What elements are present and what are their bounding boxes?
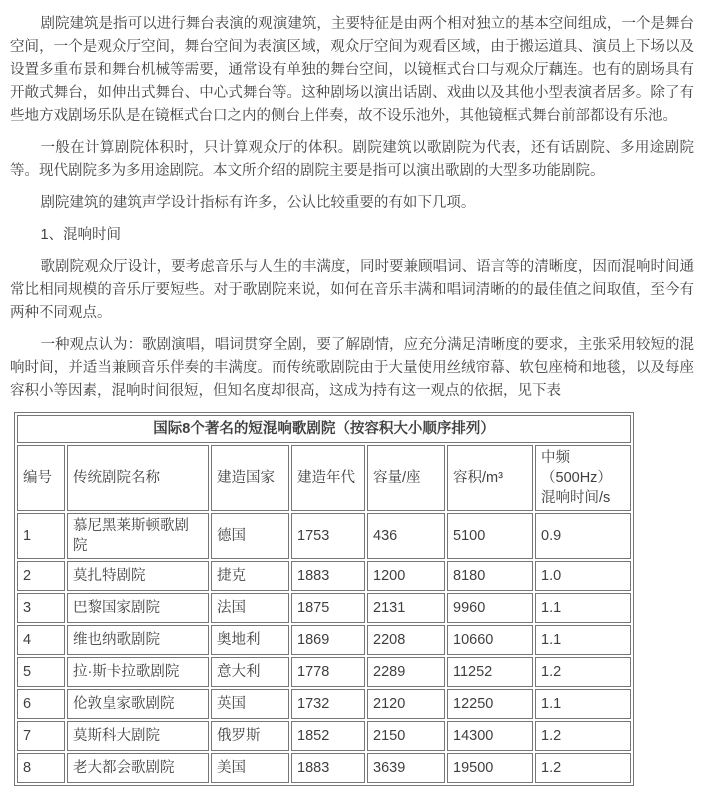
table-cell: 1869 bbox=[291, 625, 365, 655]
table-body bbox=[17, 513, 631, 783]
table-cell: 10660 bbox=[447, 625, 533, 655]
table-cell: 意大利 bbox=[211, 657, 289, 687]
table-row bbox=[17, 657, 631, 687]
table-row bbox=[17, 561, 631, 591]
table-cell: 1.1 bbox=[535, 625, 631, 655]
table-cell: 3 bbox=[17, 593, 65, 623]
table-row bbox=[17, 721, 631, 751]
table-cell: 3639 bbox=[367, 753, 445, 783]
table-cell: 5100 bbox=[447, 513, 533, 559]
table-cell: 14300 bbox=[447, 721, 533, 751]
table-cell: 1875 bbox=[291, 593, 365, 623]
table-cell: 奥地利 bbox=[211, 625, 289, 655]
table-cell: 伦敦皇家歌剧院 bbox=[67, 689, 209, 719]
table-cell: 7 bbox=[17, 721, 65, 751]
table-cell: 1.2 bbox=[535, 721, 631, 751]
table-row bbox=[17, 689, 631, 719]
paragraph: 剧院建筑的建筑声学设计指标有许多，公认比较重要的有如下几项。 bbox=[40, 195, 476, 211]
column-header: 传统剧院名称 bbox=[67, 445, 209, 511]
table-cell: 6 bbox=[17, 689, 65, 719]
table-cell: 1852 bbox=[291, 721, 365, 751]
paragraph: 剧院建筑是指可以进行舞台表演的观演建筑，主要特征是由两个相对独立的基本空间组成，一个是舞台空间，一个是观众厅空间，舞台空间为表演区域，观众厅空间为观看区域，由于搬运道具、演员上下场以及设置多重布景和舞台机械等需要，通常设有单独的舞台空间，以镜框式台口与观众厅藕连。也有的剧场具有开敞式舞台，如伸出式舞台、中心式舞台等。这种剧场以演出话剧、戏曲以及其他小型表演者居多。除了有些地方戏剧场乐队是在镜框式台口之内的侧台上伴奏，故不设乐池外，其他镜框式舞台前部都设有乐池。 bbox=[10, 16, 694, 124]
table-row bbox=[17, 753, 631, 783]
table-cell: 1883 bbox=[291, 753, 365, 783]
table-row bbox=[17, 593, 631, 623]
table-cell: 1.1 bbox=[535, 593, 631, 623]
table-cell: 4 bbox=[17, 625, 65, 655]
table-cell: 2150 bbox=[367, 721, 445, 751]
paragraph: 歌剧院观众厅设计，要考虑音乐与人生的丰满度，同时要兼顾唱词、语言等的清晰度，因而混响时间通常比相同规模的音乐厅要短些。对于歌剧院来说，如何在音乐丰满和唱词清晰的的最佳值之间取值，至今有两种不同观点。 bbox=[10, 259, 694, 321]
table-cell: 1753 bbox=[291, 513, 365, 559]
table-cell: 法国 bbox=[211, 593, 289, 623]
table-cell: 1.0 bbox=[535, 561, 631, 591]
table-cell: 5 bbox=[17, 657, 65, 687]
table-cell: 8 bbox=[17, 753, 65, 783]
table-row bbox=[17, 625, 631, 655]
table-cell: 2289 bbox=[367, 657, 445, 687]
paragraph: 一种观点认为：歌剧演唱，唱词贯穿全剧，要了解剧情，应充分满足清晰度的要求，主张采用较短的混响时间，并适当兼顾音乐伴奏的丰满度。而传统歌剧院由于大量使用丝绒帘幕、软包座椅和地毯，以及每座容积小等因素，混响时间很短，但知名度却很高，这成为持有这一观点的依据，见下表 bbox=[10, 337, 694, 399]
table-cell: 捷克 bbox=[211, 561, 289, 591]
table-cell: 1 bbox=[17, 513, 65, 559]
table-cell: 巴黎国家剧院 bbox=[67, 593, 209, 623]
column-header: 中频（500Hz）混响时间/s bbox=[535, 445, 631, 511]
opera-house-table bbox=[14, 412, 634, 786]
table-cell: 德国 bbox=[211, 513, 289, 559]
table-cell: 0.9 bbox=[535, 513, 631, 559]
table-cell: 9960 bbox=[447, 593, 533, 623]
column-header: 容量/座 bbox=[367, 445, 445, 511]
table-cell: 1732 bbox=[291, 689, 365, 719]
table-cell: 慕尼黑莱斯顿歌剧院 bbox=[67, 513, 209, 559]
column-header: 编号 bbox=[17, 445, 65, 511]
table-cell: 2208 bbox=[367, 625, 445, 655]
table-cell: 1778 bbox=[291, 657, 365, 687]
column-header: 建造年代 bbox=[291, 445, 365, 511]
table-cell: 2 bbox=[17, 561, 65, 591]
table-cell: 1200 bbox=[367, 561, 445, 591]
table-cell: 美国 bbox=[211, 753, 289, 783]
table-cell: 1.2 bbox=[535, 753, 631, 783]
table-title: 国际8个著名的短混响歌剧院（按容积大小顺序排列） bbox=[17, 415, 631, 443]
table-cell: 莫斯科大剧院 bbox=[67, 721, 209, 751]
table-cell: 8180 bbox=[447, 561, 533, 591]
table-cell: 拉·斯卡拉歌剧院 bbox=[67, 657, 209, 687]
table-cell: 1.1 bbox=[535, 689, 631, 719]
table-row bbox=[17, 513, 631, 559]
table-cell: 2120 bbox=[367, 689, 445, 719]
table-cell: 维也纳歌剧院 bbox=[67, 625, 209, 655]
table-head bbox=[17, 415, 631, 511]
table-title-row bbox=[17, 415, 631, 443]
paragraph: 1、混响时间 bbox=[40, 227, 122, 243]
table-cell: 11252 bbox=[447, 657, 533, 687]
table-cell: 12250 bbox=[447, 689, 533, 719]
table-header-row bbox=[17, 445, 631, 511]
table-cell: 俄罗斯 bbox=[211, 721, 289, 751]
table-cell: 1883 bbox=[291, 561, 365, 591]
table-cell: 2131 bbox=[367, 593, 445, 623]
paragraph: 一般在计算剧院体积时，只计算观众厅的体积。剧院建筑以歌剧院为代表，还有话剧院、多用途剧院等。现代剧院多为多用途剧院。本文所介绍的剧院主要是指可以演出歌剧的大型多功能剧院。 bbox=[10, 140, 694, 179]
table-cell: 英国 bbox=[211, 689, 289, 719]
table-cell: 19500 bbox=[447, 753, 533, 783]
table-cell: 老大都会歌剧院 bbox=[67, 753, 209, 783]
column-header: 建造国家 bbox=[211, 445, 289, 511]
table-cell: 莫扎特剧院 bbox=[67, 561, 209, 591]
table-cell: 1.2 bbox=[535, 657, 631, 687]
column-header: 容积/m³ bbox=[447, 445, 533, 511]
table-cell: 436 bbox=[367, 513, 445, 559]
